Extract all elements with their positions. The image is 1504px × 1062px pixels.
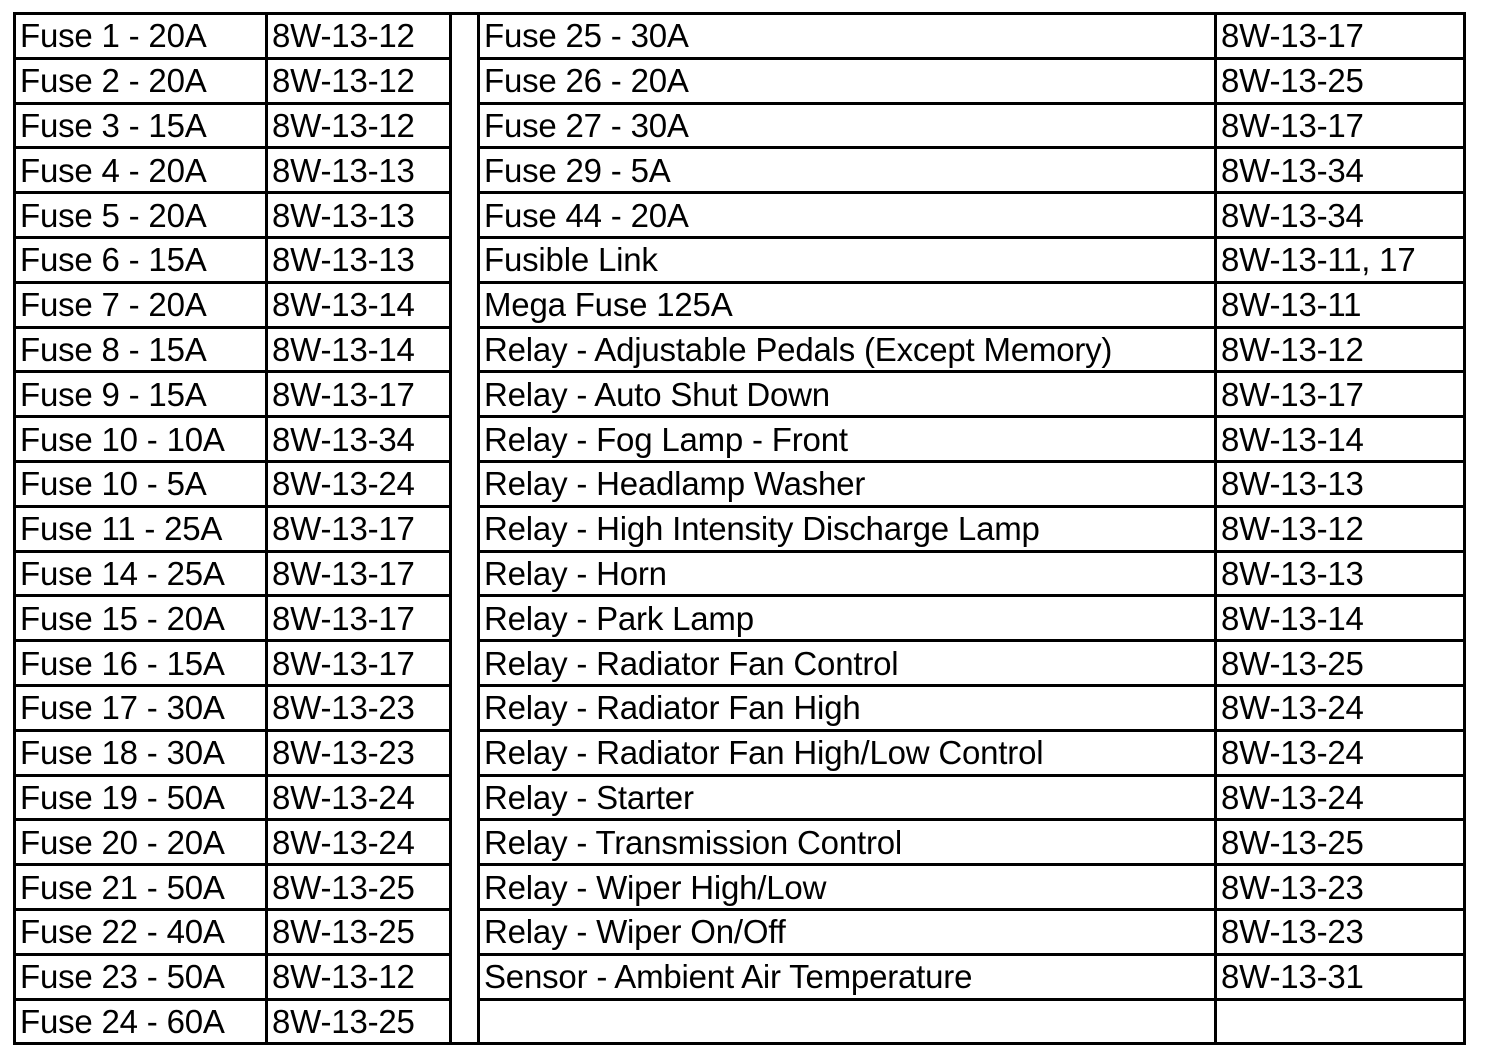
column-divider bbox=[451, 372, 479, 417]
column-divider bbox=[451, 596, 479, 641]
right-component-cell: Relay - Horn bbox=[479, 551, 1216, 596]
right-component-cell: Relay - Headlamp Washer bbox=[479, 461, 1216, 506]
right-wiring-ref-cell: 8W-13-14 bbox=[1216, 417, 1465, 462]
left-component-cell: Fuse 19 - 50A bbox=[15, 775, 267, 820]
right-wiring-ref-cell: 8W-13-23 bbox=[1216, 865, 1465, 910]
left-component-cell: Fuse 23 - 50A bbox=[15, 954, 267, 999]
table-row bbox=[15, 685, 1465, 730]
table-row bbox=[15, 641, 1465, 686]
right-component-cell: Relay - Wiper On/Off bbox=[479, 909, 1216, 954]
left-wiring-ref-cell: 8W-13-12 bbox=[267, 103, 451, 148]
right-wiring-ref-cell: 8W-13-25 bbox=[1216, 820, 1465, 865]
table-row bbox=[15, 14, 1465, 59]
table-row bbox=[15, 775, 1465, 820]
table-row bbox=[15, 820, 1465, 865]
left-wiring-ref-cell: 8W-13-24 bbox=[267, 461, 451, 506]
right-component-cell: Relay - Radiator Fan Control bbox=[479, 641, 1216, 686]
column-divider bbox=[451, 237, 479, 282]
table-row bbox=[15, 551, 1465, 596]
table-row bbox=[15, 730, 1465, 775]
left-component-cell: Fuse 18 - 30A bbox=[15, 730, 267, 775]
right-component-cell bbox=[479, 999, 1216, 1044]
left-component-cell: Fuse 10 - 10A bbox=[15, 417, 267, 462]
right-wiring-ref-cell: 8W-13-25 bbox=[1216, 641, 1465, 686]
fuse-reference-table bbox=[13, 12, 1466, 1045]
column-divider bbox=[451, 58, 479, 103]
left-wiring-ref-cell: 8W-13-12 bbox=[267, 14, 451, 59]
left-component-cell: Fuse 10 - 5A bbox=[15, 461, 267, 506]
table-row bbox=[15, 999, 1465, 1044]
left-component-cell: Fuse 16 - 15A bbox=[15, 641, 267, 686]
column-divider bbox=[451, 999, 479, 1044]
left-component-cell: Fuse 8 - 15A bbox=[15, 327, 267, 372]
right-wiring-ref-cell: 8W-13-12 bbox=[1216, 506, 1465, 551]
left-component-cell: Fuse 17 - 30A bbox=[15, 685, 267, 730]
table-row bbox=[15, 282, 1465, 327]
column-divider bbox=[451, 730, 479, 775]
table-row bbox=[15, 909, 1465, 954]
right-wiring-ref-cell: 8W-13-23 bbox=[1216, 909, 1465, 954]
right-wiring-ref-cell: 8W-13-17 bbox=[1216, 103, 1465, 148]
column-divider bbox=[451, 820, 479, 865]
right-component-cell: Fuse 29 - 5A bbox=[479, 148, 1216, 193]
right-wiring-ref-cell: 8W-13-13 bbox=[1216, 461, 1465, 506]
column-divider bbox=[451, 193, 479, 238]
right-wiring-ref-cell: 8W-13-13 bbox=[1216, 551, 1465, 596]
left-component-cell: Fuse 15 - 20A bbox=[15, 596, 267, 641]
table-row bbox=[15, 596, 1465, 641]
table-row bbox=[15, 103, 1465, 148]
right-wiring-ref-cell bbox=[1216, 999, 1465, 1044]
left-component-cell: Fuse 20 - 20A bbox=[15, 820, 267, 865]
table-row bbox=[15, 193, 1465, 238]
left-component-cell: Fuse 7 - 20A bbox=[15, 282, 267, 327]
left-wiring-ref-cell: 8W-13-34 bbox=[267, 417, 451, 462]
left-component-cell: Fuse 5 - 20A bbox=[15, 193, 267, 238]
right-component-cell: Relay - Adjustable Pedals (Except Memory) bbox=[479, 327, 1216, 372]
right-component-cell: Relay - Starter bbox=[479, 775, 1216, 820]
left-component-cell: Fuse 14 - 25A bbox=[15, 551, 267, 596]
left-wiring-ref-cell: 8W-13-13 bbox=[267, 193, 451, 238]
right-wiring-ref-cell: 8W-13-34 bbox=[1216, 193, 1465, 238]
left-component-cell: Fuse 24 - 60A bbox=[15, 999, 267, 1044]
column-divider bbox=[451, 417, 479, 462]
column-divider bbox=[451, 461, 479, 506]
right-component-cell: Fuse 25 - 30A bbox=[479, 14, 1216, 59]
right-component-cell: Fuse 27 - 30A bbox=[479, 103, 1216, 148]
column-divider bbox=[451, 327, 479, 372]
table-row bbox=[15, 461, 1465, 506]
left-wiring-ref-cell: 8W-13-24 bbox=[267, 775, 451, 820]
left-wiring-ref-cell: 8W-13-17 bbox=[267, 506, 451, 551]
column-divider bbox=[451, 103, 479, 148]
left-wiring-ref-cell: 8W-13-25 bbox=[267, 999, 451, 1044]
left-wiring-ref-cell: 8W-13-13 bbox=[267, 148, 451, 193]
left-component-cell: Fuse 9 - 15A bbox=[15, 372, 267, 417]
left-wiring-ref-cell: 8W-13-14 bbox=[267, 282, 451, 327]
column-divider bbox=[451, 775, 479, 820]
right-wiring-ref-cell: 8W-13-11 bbox=[1216, 282, 1465, 327]
column-divider bbox=[451, 506, 479, 551]
left-component-cell: Fuse 4 - 20A bbox=[15, 148, 267, 193]
left-wiring-ref-cell: 8W-13-24 bbox=[267, 820, 451, 865]
table-row bbox=[15, 327, 1465, 372]
left-wiring-ref-cell: 8W-13-12 bbox=[267, 58, 451, 103]
table-row bbox=[15, 417, 1465, 462]
table-row bbox=[15, 58, 1465, 103]
table-row bbox=[15, 865, 1465, 910]
left-component-cell: Fuse 1 - 20A bbox=[15, 14, 267, 59]
right-component-cell: Fuse 26 - 20A bbox=[479, 58, 1216, 103]
table-row bbox=[15, 148, 1465, 193]
column-divider bbox=[451, 282, 479, 327]
right-component-cell: Fuse 44 - 20A bbox=[479, 193, 1216, 238]
left-wiring-ref-cell: 8W-13-17 bbox=[267, 596, 451, 641]
right-component-cell: Fusible Link bbox=[479, 237, 1216, 282]
left-wiring-ref-cell: 8W-13-13 bbox=[267, 237, 451, 282]
column-divider bbox=[451, 551, 479, 596]
column-divider bbox=[451, 148, 479, 193]
right-component-cell: Relay - Park Lamp bbox=[479, 596, 1216, 641]
column-divider bbox=[451, 865, 479, 910]
table-row bbox=[15, 954, 1465, 999]
right-wiring-ref-cell: 8W-13-24 bbox=[1216, 775, 1465, 820]
column-divider bbox=[451, 909, 479, 954]
fuse-reference-table-container bbox=[13, 12, 1463, 1045]
left-wiring-ref-cell: 8W-13-25 bbox=[267, 865, 451, 910]
left-component-cell: Fuse 11 - 25A bbox=[15, 506, 267, 551]
table-row bbox=[15, 372, 1465, 417]
right-wiring-ref-cell: 8W-13-25 bbox=[1216, 58, 1465, 103]
right-component-cell: Mega Fuse 125A bbox=[479, 282, 1216, 327]
right-component-cell: Relay - Wiper High/Low bbox=[479, 865, 1216, 910]
left-wiring-ref-cell: 8W-13-23 bbox=[267, 730, 451, 775]
right-wiring-ref-cell: 8W-13-34 bbox=[1216, 148, 1465, 193]
right-component-cell: Sensor - Ambient Air Temperature bbox=[479, 954, 1216, 999]
column-divider bbox=[451, 954, 479, 999]
right-component-cell: Relay - Fog Lamp - Front bbox=[479, 417, 1216, 462]
column-divider bbox=[451, 14, 479, 59]
table-row bbox=[15, 237, 1465, 282]
left-wiring-ref-cell: 8W-13-17 bbox=[267, 551, 451, 596]
left-wiring-ref-cell: 8W-13-23 bbox=[267, 685, 451, 730]
left-wiring-ref-cell: 8W-13-17 bbox=[267, 641, 451, 686]
left-wiring-ref-cell: 8W-13-14 bbox=[267, 327, 451, 372]
right-wiring-ref-cell: 8W-13-31 bbox=[1216, 954, 1465, 999]
right-component-cell: Relay - Radiator Fan High bbox=[479, 685, 1216, 730]
left-component-cell: Fuse 2 - 20A bbox=[15, 58, 267, 103]
right-component-cell: Relay - Auto Shut Down bbox=[479, 372, 1216, 417]
left-wiring-ref-cell: 8W-13-12 bbox=[267, 954, 451, 999]
right-wiring-ref-cell: 8W-13-24 bbox=[1216, 685, 1465, 730]
left-component-cell: Fuse 21 - 50A bbox=[15, 865, 267, 910]
left-component-cell: Fuse 22 - 40A bbox=[15, 909, 267, 954]
left-wiring-ref-cell: 8W-13-25 bbox=[267, 909, 451, 954]
right-wiring-ref-cell: 8W-13-12 bbox=[1216, 327, 1465, 372]
fuse-table-body bbox=[15, 14, 1465, 1044]
right-wiring-ref-cell: 8W-13-14 bbox=[1216, 596, 1465, 641]
right-component-cell: Relay - Radiator Fan High/Low Control bbox=[479, 730, 1216, 775]
right-wiring-ref-cell: 8W-13-11, 17 bbox=[1216, 237, 1465, 282]
table-row bbox=[15, 506, 1465, 551]
right-component-cell: Relay - Transmission Control bbox=[479, 820, 1216, 865]
right-wiring-ref-cell: 8W-13-17 bbox=[1216, 372, 1465, 417]
left-wiring-ref-cell: 8W-13-17 bbox=[267, 372, 451, 417]
right-component-cell: Relay - High Intensity Discharge Lamp bbox=[479, 506, 1216, 551]
left-component-cell: Fuse 6 - 15A bbox=[15, 237, 267, 282]
right-wiring-ref-cell: 8W-13-17 bbox=[1216, 14, 1465, 59]
column-divider bbox=[451, 641, 479, 686]
left-component-cell: Fuse 3 - 15A bbox=[15, 103, 267, 148]
right-wiring-ref-cell: 8W-13-24 bbox=[1216, 730, 1465, 775]
column-divider bbox=[451, 685, 479, 730]
